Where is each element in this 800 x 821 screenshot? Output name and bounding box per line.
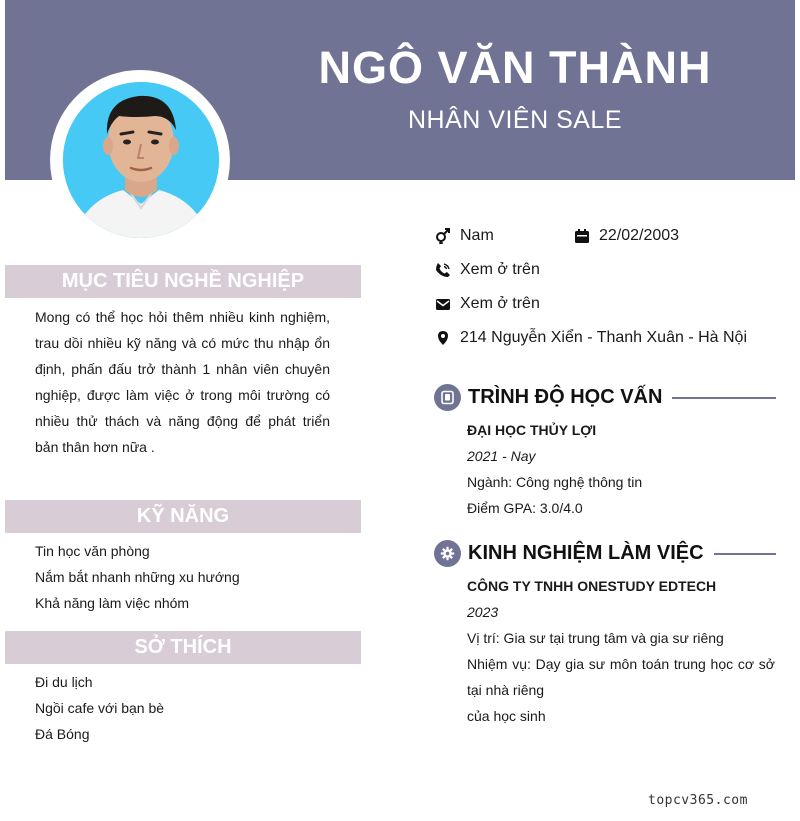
experience-position: Vị trí: Gia sư tại trung tâm và gia sư riêng (467, 630, 724, 646)
birthday-value: 22/02/2003 (599, 227, 680, 244)
experience-title: KINH NGHIỆM LÀM VIỆC (468, 542, 704, 564)
list-item: Ngồi cafe với bạn bè (35, 700, 165, 716)
experience-duty: Nhiệm vụ: Dạy gia sư môn toán trung học cơ sở tại nhà riêng (467, 656, 775, 698)
skills-heading: KỸ NĂNG (5, 500, 361, 533)
address-row (435, 329, 747, 347)
skills-list (35, 538, 335, 616)
email-value: Xem ở trên (460, 295, 540, 312)
divider (714, 553, 776, 555)
company-name: CÔNG TY TNHH ONESTUDY EDTECH (467, 578, 717, 594)
email-row (435, 295, 540, 313)
phone-value: Xem ở trên (460, 261, 540, 278)
hobbies-heading: SỞ THÍCH (5, 631, 361, 664)
hobbies-list (35, 669, 335, 747)
list-item: Tin học văn phòng (35, 543, 150, 559)
calendar-icon (574, 228, 590, 244)
map-pin-icon (435, 330, 451, 346)
experience-heading (434, 540, 776, 567)
phone-row (435, 261, 540, 279)
person-photo-icon (63, 82, 219, 238)
job-title: NHÂN VIÊN SALE (407, 106, 622, 134)
avatar (63, 82, 219, 238)
list-item: Đá Bóng (35, 726, 90, 742)
list-item: Nắm bắt nhanh những xu hướng (35, 569, 240, 585)
footer-watermark: topcv365.com (648, 793, 748, 808)
experience-entry (467, 573, 775, 729)
education-heading (434, 384, 776, 411)
gender-value: Nam (460, 227, 494, 244)
gender-icon (435, 228, 451, 244)
education-gpa: Điểm GPA: 3.0/4.0 (467, 500, 583, 516)
objective-text: Mong có thể học hỏi thêm nhiều kinh nghiệm, trau dồi nhiều kỹ năng và có mức thu nhập ổn định, phấn đấu trở thành 1 nhân viên chuyên nghiệp, được làm việc ở trong môi trường có nhiều thử thách và năng động để phát triển bản thân hơn nữa . (35, 309, 330, 455)
phone-icon (435, 262, 451, 278)
experience-duty-continued: của học sinh (467, 708, 546, 724)
experience-period: 2023 (467, 604, 499, 620)
education-major: Ngành: Công nghệ thông tin (467, 474, 643, 490)
education-entry (467, 417, 775, 521)
school-name: ĐẠI HỌC THỦY LỢI (467, 422, 597, 438)
education-period: 2021 - Nay (467, 448, 536, 464)
gear-icon (434, 540, 461, 567)
book-icon (434, 384, 461, 411)
envelope-icon (435, 296, 451, 312)
birthday-row (574, 227, 679, 245)
candidate-name: NGÔ VĂN THÀNH (318, 42, 712, 93)
list-item: Khả năng làm việc nhóm (35, 595, 190, 611)
gender-row (435, 227, 494, 245)
education-title: TRÌNH ĐỘ HỌC VẤN (468, 386, 663, 408)
list-item: Đi du lịch (35, 674, 93, 690)
address-value: 214 Nguyễn Xiển - Thanh Xuân - Hà Nội (460, 329, 747, 346)
divider (672, 397, 776, 399)
objective-heading: MỤC TIÊU NGHỀ NGHIỆP (5, 265, 361, 298)
